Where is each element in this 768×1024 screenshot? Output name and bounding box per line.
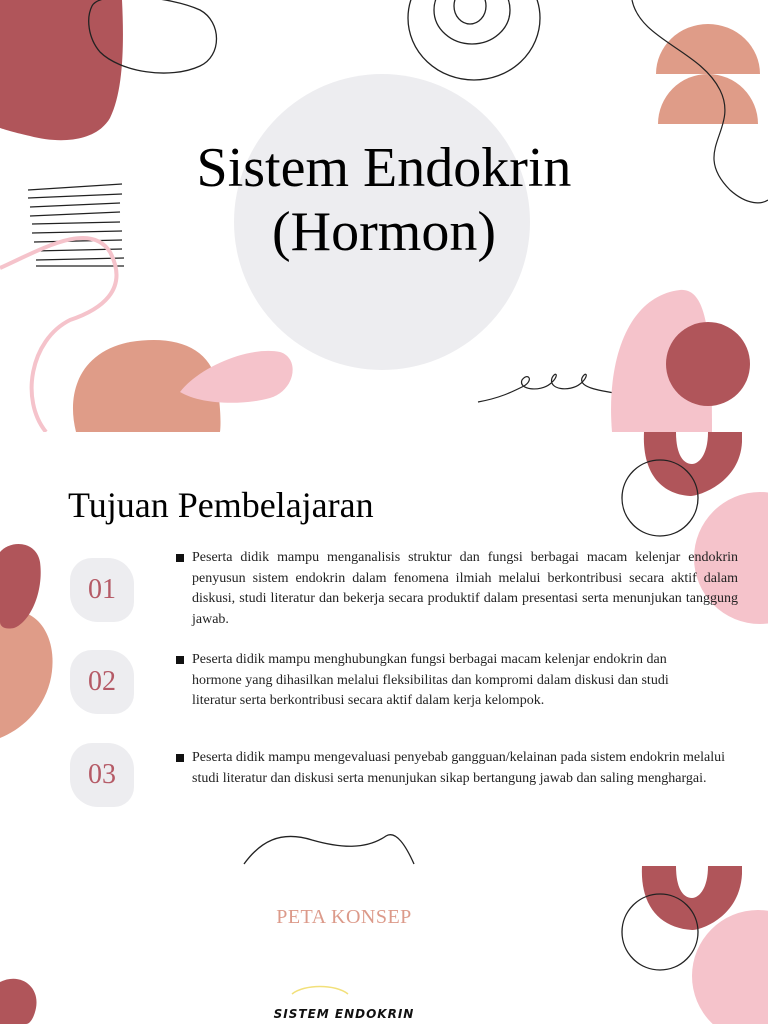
concept-map-decorations xyxy=(0,866,768,1024)
concept-map-root-node: SISTEM ENDOKRIN xyxy=(273,1007,415,1021)
objective-item xyxy=(176,650,716,712)
objective-text: Peserta didik mampu menghubungkan fungsi berbagai macam kelenjar endokrin dan hormone yang dihasilkan melalui fleksibilitas dan kompromi dalam diskusi dan studi literatur serta berkontribusi secara aktif dalam kerja kelompok. xyxy=(192,652,669,708)
square-bullet-icon xyxy=(176,754,184,762)
objectives-slide xyxy=(0,432,768,866)
square-bullet-icon xyxy=(176,656,184,664)
objective-number-badge: 02 xyxy=(70,650,134,714)
salmon-halfcircle-shape xyxy=(656,24,760,74)
title-slide xyxy=(0,0,768,432)
objective-text: Peserta didik mampu menganalisis struktur dan fungsi berbagai macam kelenjar endokrin penyusun sistem endokrin dalam fenomena ilmiah melalui berkontribusi secara aktif dalam diskusi, studi literatur dan bekerja secara produktif dalam presentasi serta menunjukan tanggung jawab. xyxy=(192,550,738,627)
concept-map-slide xyxy=(0,866,768,1024)
objective-number-badge: 01 xyxy=(70,558,134,622)
objective-item xyxy=(176,548,738,630)
concept-map-heading: PETA KONSEP xyxy=(276,906,412,928)
objectives-heading: Tujuan Pembelajaran xyxy=(68,485,374,525)
maroon-blob-shape xyxy=(0,0,123,140)
objective-item xyxy=(176,748,738,789)
title-line-1: Sistem Endokrin xyxy=(196,137,572,199)
title-line-2: (Hormon) xyxy=(272,201,496,263)
objective-text: Peserta didik mampu mengevaluasi penyebab gangguan/kelainan pada sistem endokrin melalui studi literatur dan diskusi serta menunjukan sikap bertangung jawab dan saling menghargai. xyxy=(192,750,726,786)
square-bullet-icon xyxy=(176,554,184,562)
objective-number-badge: 03 xyxy=(70,743,134,807)
presentation-title xyxy=(0,136,768,264)
